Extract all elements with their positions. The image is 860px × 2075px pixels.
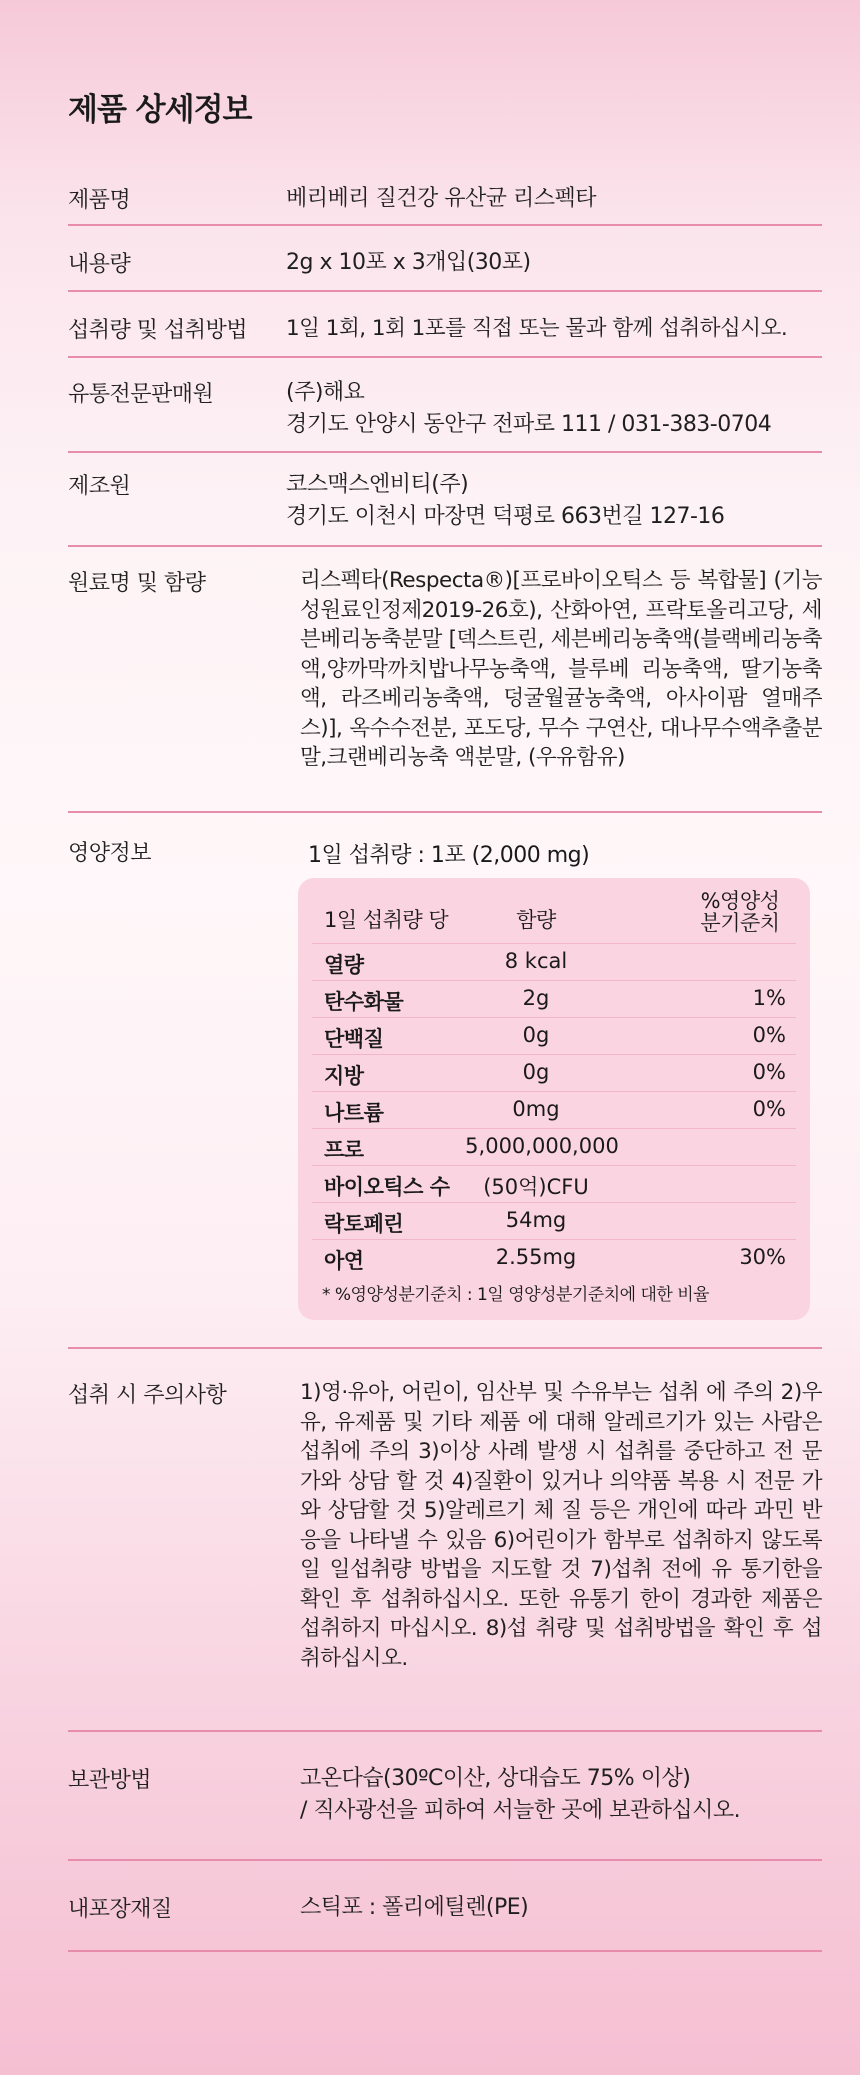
- nutrient-amount: 2.55mg: [495, 1245, 577, 1269]
- nutrient-amount: 5,000,000,000: [465, 1134, 619, 1158]
- label-storage: 보관방법: [68, 1768, 152, 1793]
- divider: [68, 356, 822, 358]
- label-contents: 내용량: [68, 252, 131, 277]
- nutrition-table: [298, 878, 810, 1320]
- label-packaging: 내포장재질: [68, 1897, 172, 1922]
- nutrient-name: 탄수화물: [324, 990, 404, 1014]
- nutrition-header-amount: 함량: [516, 908, 556, 932]
- nutrient-name: 열량: [324, 953, 364, 977]
- nutrient-name: 락토페린: [324, 1212, 404, 1236]
- nutrition-row: [312, 1128, 796, 1166]
- divider: [68, 1859, 822, 1861]
- nutrition-header-pct-line2: 분기준치: [700, 911, 780, 935]
- value-distributor: [286, 377, 822, 441]
- nutrition-row: [312, 1091, 796, 1129]
- label-nutrition: 영양정보: [68, 841, 152, 866]
- nutrition-header-name: 1일 섭취량 당: [324, 908, 449, 932]
- nutrient-amount: 0mg: [512, 1097, 560, 1121]
- nutrient-name: 나트륨: [324, 1101, 384, 1125]
- divider: [68, 1950, 822, 1952]
- nutrient-name: 지방: [324, 1064, 364, 1088]
- value-caution: 1)영·유아, 어린이, 임산부 및 수유부는 섭취 에 주의 2)우유, 유제품 및 기타 제품 에 대해 알레르기가 있는 사람은 섭취에 주의 3)이상 사례 발생 시 섭취를 중단하고 전 문가와 상담 할 것 4)질환이 있거나 의약품 복용 시 전문 가와 상담할 것 5)알레르기 체 질 등은 개인에 따라 과민 반응을 나타낼 수 있음 6)어린이가 함부로 섭취하지 않도록 일 일섭취량 방법을 지도할 것 7)섭취 전에 유 통기한을 확인 후 섭취하십시오. 또한 유통기 한이 경과한 제품은 섭취하지 마십시오. 8)섭 취량 및 섭취방법을 확인 후 섭취하십시오.: [300, 1380, 822, 1671]
- manufacturer-name: 코스맥스엔비티(주): [286, 472, 469, 497]
- value-storage: [300, 1763, 822, 1827]
- nutrition-row: [312, 1054, 796, 1092]
- page-title: 제품 상세정보: [68, 92, 252, 128]
- label-manufacturer: 제조원: [68, 474, 131, 499]
- divider: [68, 451, 822, 453]
- nutrition-row: [312, 1202, 796, 1240]
- distributor-address: 경기도 안양시 동안구 전파로 111 / 031-383-0704: [286, 412, 772, 437]
- divider: [68, 1730, 822, 1732]
- distributor-name: (주)해요: [286, 380, 365, 405]
- nutrient-pct: 0%: [752, 1060, 786, 1084]
- nutrition-header-pct-line1: %영양성: [700, 889, 780, 913]
- nutrient-pct: 30%: [739, 1245, 786, 1269]
- nutrition-row: [312, 980, 796, 1018]
- nutrition-row: [312, 1165, 796, 1203]
- label-ingredients: 원료명 및 함량: [68, 571, 206, 596]
- nutrient-name: 바이오틱스 수: [324, 1175, 450, 1199]
- value-packaging: 스틱포 : 폴리에틸렌(PE): [300, 1895, 529, 1920]
- nutrition-header-pct: [690, 890, 790, 934]
- nutrient-amount: 0g: [522, 1060, 550, 1084]
- label-caution: 섭취 시 주의사항: [68, 1383, 227, 1408]
- storage-line-1: 고온다습(30ºC이산, 상대습도 75% 이상): [300, 1766, 691, 1791]
- divider: [68, 1347, 822, 1349]
- manufacturer-address: 경기도 이천시 마장면 덕평로 663번길 127-16: [286, 504, 725, 529]
- divider: [68, 290, 822, 292]
- divider: [68, 545, 822, 547]
- nutrient-amount: (50억)CFU: [483, 1175, 589, 1199]
- value-contents: 2g x 10포 x 3개입(30포): [286, 250, 531, 275]
- value-product-name: 베리베리 질건강 유산균 리스펙타: [286, 186, 597, 211]
- nutrition-row: [312, 943, 796, 981]
- nutrient-amount: 8 kcal: [504, 949, 568, 973]
- nutrient-amount: 54mg: [505, 1208, 567, 1232]
- serving-size: 1일 섭취량 : 1포 (2,000 mg): [308, 843, 590, 868]
- nutrition-note: * %영양성분기준치 : 1일 영양성분기준치에 대한 비율: [322, 1285, 710, 1305]
- divider: [68, 811, 822, 813]
- label-product-name: 제품명: [68, 188, 131, 213]
- label-distributor: 유통전문판매원: [68, 382, 214, 407]
- value-ingredients: 리스펙타(Respecta®)[프로바이오틱스 등 복합물] (기능성원료인정제2019-26호), 산화아연, 프락토올리고당, 세븐베리농축분말 [덱스트린, 세븐베리농축액(블랙베리농축액,양까막까치밥나무농축액, 블루베 리농축액, 딸기농축액, 라즈베리농축액, 덩굴월귤농축액, 아사이팜 열매주스)], 옥수수전분, 포도당, 무수 구연산, 대나무수액추출분말,크랜베리농축 액분말, (우유함유): [300, 568, 822, 770]
- nutrient-pct: 0%: [752, 1023, 786, 1047]
- label-intake: 섭취량 및 섭취방법: [68, 318, 248, 343]
- nutrient-amount: 2g: [522, 986, 550, 1010]
- nutrient-name: 프로: [324, 1138, 364, 1162]
- nutrient-name: 단백질: [324, 1027, 384, 1051]
- value-manufacturer: [286, 469, 822, 533]
- nutrient-name: 아연: [324, 1249, 364, 1273]
- value-intake: 1일 1회, 1회 1포를 직접 또는 물과 함께 섭취하십시오.: [286, 316, 788, 341]
- storage-line-2: / 직사광선을 피하여 서늘한 곳에 보관하십시오.: [300, 1798, 741, 1823]
- nutrient-pct: 0%: [752, 1097, 786, 1121]
- nutrition-row: [312, 1017, 796, 1055]
- nutrient-amount: 0g: [522, 1023, 550, 1047]
- nutrition-row: [312, 1239, 796, 1277]
- nutrient-pct: 1%: [752, 986, 786, 1010]
- divider: [68, 224, 822, 226]
